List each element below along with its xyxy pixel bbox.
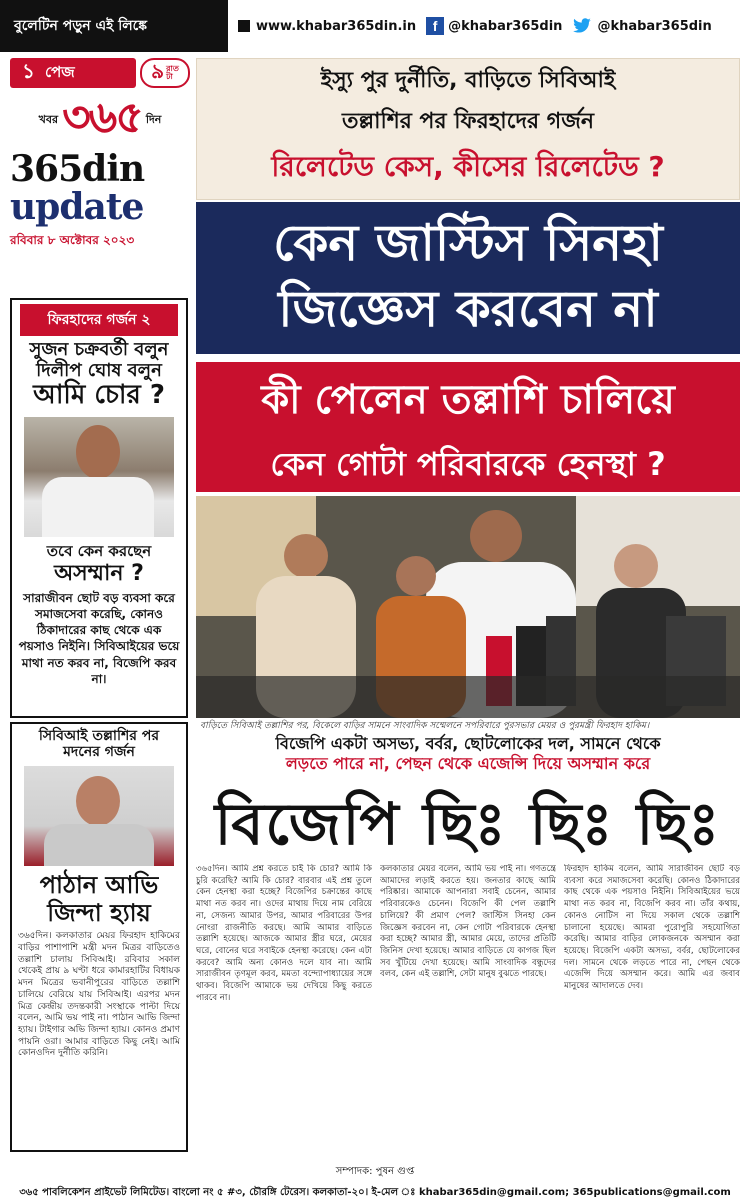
top-bar (0, 0, 750, 52)
navy-line-1: কেন জাস্টিস সিনহা (273, 214, 663, 272)
footer (0, 1162, 750, 1200)
red-line-1: কী পেলেন তল্লাশি চালিয়ে (261, 377, 675, 423)
time-badge (140, 58, 190, 88)
box1-text: সারাজীবন ছোট বড় ব্যবসা করে সমাজসেবা করেছি, কোনও ঠিকাদারের কাছ থেকে এক পয়সাও নিইনি। সিবিআইয়ের ভয়ে মাথা নত করব না, বিজেপি করব না। (18, 590, 180, 686)
box2-text: ৩৬৫দিন। কলকাতার মেয়র ফিরহাদ হাকিমের বাড়ির পাশাপাশি মন্ত্রী মদন মিত্রর বাড়িতেও তল্লাশি চালায় সিবিআই। রবিবার সকাল থেকেই প্রায় ৯ ঘণ্টা ধরে কামারহাটির বিধায়ক মদন মিত্রের ভবানীপুরের বাড়িতে তল্লাশি চালিয়ে বেরিয়ে যায় সিবিআই। এরপর মদন মিত্র কেন্দ্রীয় তদন্তকারী সংস্থাকে পাল্টা দিয়ে বলেন, আমি ভয় পাই না। পাঠান আভি জিন্দা হ্যায়। টাইগার অভি জিন্দা হ্যায়। কোনও প্রমাণ পায়নি ওরা। আমার বাড়িতে কিছু নেই। আমি কোনওদিন দুর্নীতি করিনি। (18, 931, 180, 1059)
box1-head-2: দিলীপ ঘোষ বলুন (36, 359, 162, 381)
website-text: www.khabar365din.in (256, 18, 417, 34)
article-column-1: ৩৬৫দিন। আমি প্রশ্ন করতে চাই কি চোর? আমি কি চুরি করেছি? আমি কি চোর? বারবার এই প্রশ্ন তুলে কেন হেনস্থা করা হচ্ছে? বিজেপির চক্রান্তের কাছে মাথা নত করব না। ওদের মাথায় দিয়ে নাম বেরিয়ে না, সেজন্য আমার উপর, আমার পরিবারের উপর নোংরা রাজনীতি করছে। আমি আমার বাড়িতে তল্লাশি হয়েছে। আজকে আমার স্ত্রীর ঘরে, মেয়ের ঘরে, বোনের ঘরে সবাইকে হেনস্থা করেছে। কেন এটা করবে? আমি অন্য কোনও দলে যাব না। আমি সারাজীবন তৃণমূল করব, মমতা বন্দ্যোপাধ্যায়ের সঙ্গে থাকব। বিজেপি আমাকে ভয় দেখিয়ে কিছু করতে পারবে না। (196, 864, 372, 1003)
navy-line-2: জিজ্ঞেস করবেন না (278, 280, 658, 338)
headline-related-case: রিলেটেড কেস, কীসের রিলেটেড ? (271, 150, 665, 183)
masthead-title: 365din (10, 148, 145, 190)
box1-title: ফিরহাদের গর্জন ২ (20, 304, 178, 336)
big-headline: বিজেপি ছিঃ ছিঃ ছিঃ (214, 790, 722, 858)
red-line-2: কেন গোটা পরিবারকে হেনস্থা ? (270, 445, 666, 483)
box1-head-3: আমি চোর ? (33, 380, 165, 411)
box2-head-1: পাঠান আভি (39, 871, 159, 900)
box2-title-2: মদনের গর্জন (63, 744, 135, 761)
logo-left-text: খবর (38, 112, 59, 126)
time-bottom: টা (166, 72, 173, 81)
issue-date: রবিবার ৮ অক্টোবর ২০২৩ (10, 233, 135, 247)
justice-sinha-banner (196, 202, 740, 354)
editor-line: সম্পাদক: পুষন গুপ্ত (335, 1166, 415, 1177)
photo-caption: বাড়িতে সিবিআই তল্লাশির পর, বিকেলে বাড়ির সামনে সাংবাদিক সম্মেলনে সপরিবারে পুরসভার মেয়র ও পুরমন্ত্রী ফিরহাদ হাকিম। (200, 721, 650, 731)
time-top: রাত (166, 64, 179, 73)
headline-issue: ইস্যু পুর দুর্নীতি, বাড়িতে সিবিআই (320, 68, 616, 93)
box2-head-2: জিন্দা হ্যায় (47, 898, 151, 927)
madan-photo (24, 766, 174, 866)
facebook-icon: f (426, 17, 444, 35)
publisher-line: ৩৬৫ পাবলিকেশন প্রাইভেট লিমিটেড। বাংলো নং ৫ #৩, চৌরঙ্গি টেরেস। কলকাতা-২০। ই-মেল ঃ khabar365din@gmail.com; 365publications@gmail.com (19, 1187, 731, 1198)
box2-title-1: সিবিআই তল্লাশির পর (38, 728, 160, 744)
bjp-quote (196, 734, 740, 774)
time-number: ৯ (151, 58, 165, 83)
box1-head-1: সুজন চক্রবর্তী বলুন (29, 339, 169, 360)
logo-number: ৩৬৫ (62, 91, 142, 143)
website-square-icon (238, 20, 250, 32)
facebook-handle: @khabar365din (448, 18, 563, 34)
facebook-link[interactable] (426, 17, 562, 35)
twitter-icon (572, 18, 592, 34)
quote-line-2: লড়তে পারে না, পেছন থেকে এজেন্সি দিয়ে অসম্মান করে (285, 754, 651, 773)
press-conference-illustration (196, 496, 740, 718)
bulletin-text: বুলেটিন পড়ুন এই লিঙ্কে (14, 18, 148, 34)
box1-question-1: তবে কেন করছেন (46, 542, 152, 561)
website-link[interactable] (238, 19, 416, 34)
article-columns (196, 864, 740, 1156)
twitter-link[interactable] (572, 18, 711, 34)
search-question-banner (196, 362, 740, 492)
box1-question-2: অসম্মান ? (54, 560, 144, 586)
madan-sidebar-box (10, 722, 188, 1152)
quote-line-1: বিজেপি একটা অসভ্য, বর্বর, ছোটলোকের দল, সামনে থেকে (275, 734, 661, 753)
article-column-3: ফিরহাদ হাকিম বলেন, আমি সারাজীবন ছোট বড় ব্যবসা করে সমাজসেবা করেছি। কোনও ঠিকাদারের কাছ থেকে এক পয়সাও নিইনি। সিবিআইয়ের ভয়ে মাথা নত করব না, বিজেপি করব না। তাঁর কথায়, কোনও নোটিস না দিয়ে সকাল থেকে তল্লাশি চালানো হয়েছে। আমরা পুরোপুরি সহযোগিতা করেছি। আমার বাড়ির লোকজনকে অসম্মান করা হয়েছে। বিজেপি একটা অসভ্য, বর্বর, ছোটলোকের দল। সামনে থেকে লড়তে পারে না, পেছন থেকে এজেন্সি দিয়ে অসম্মান করে। আমি এর জবাব মানুষের আদালতে দেব। (564, 864, 740, 992)
logo-right-text: দিন (145, 112, 162, 126)
logo (10, 90, 190, 150)
article-column-2: কলকাতার মেয়র বলেন, আমি ভয় পাই না। গণতন্ত্রে আমাদের লড়াই করতে হয়। জনতার কাছে আমি পরিষ্কার। আমাকে আপনারা সবাই চেনেন, আমার পরিবারকেও চেনেন। বিজেপি কী পেল তল্লাশি চালিয়ে? কী প্রমাণ পেল? জাস্টিস সিনহা কেন জিজ্ঞেস করবেন না, কেন গোটা পরিবারকে হেনস্থা করা হচ্ছে? আমার স্ত্রী, আমার মেয়ে, তাদের প্রতিটি জিনিস দেখা হয়েছে। আমার বাড়িতে যে কাগজ ছিল সব খুঁটিয়ে দেখা হয়েছে। আমি সাংবাদিক বন্ধুদের বলব, কেন এই তল্লাশি, সেটা মানুষ বুঝতে পারছে। (380, 864, 556, 980)
top-headline-box (196, 58, 740, 200)
press-conference-photo (196, 496, 740, 718)
masthead-subtitle: update (10, 186, 144, 228)
bulletin-link[interactable] (0, 0, 228, 52)
twitter-handle: @khabar365din (597, 18, 712, 34)
masthead (10, 56, 190, 284)
headline-firhad-roar: তল্লাশির পর ফিরহাদের গর্জন (341, 109, 595, 134)
page-label: পেজ (44, 62, 75, 81)
page-number: ১ (22, 58, 35, 83)
firhad-sidebar-box (10, 298, 188, 718)
firhad-photo (24, 417, 174, 537)
